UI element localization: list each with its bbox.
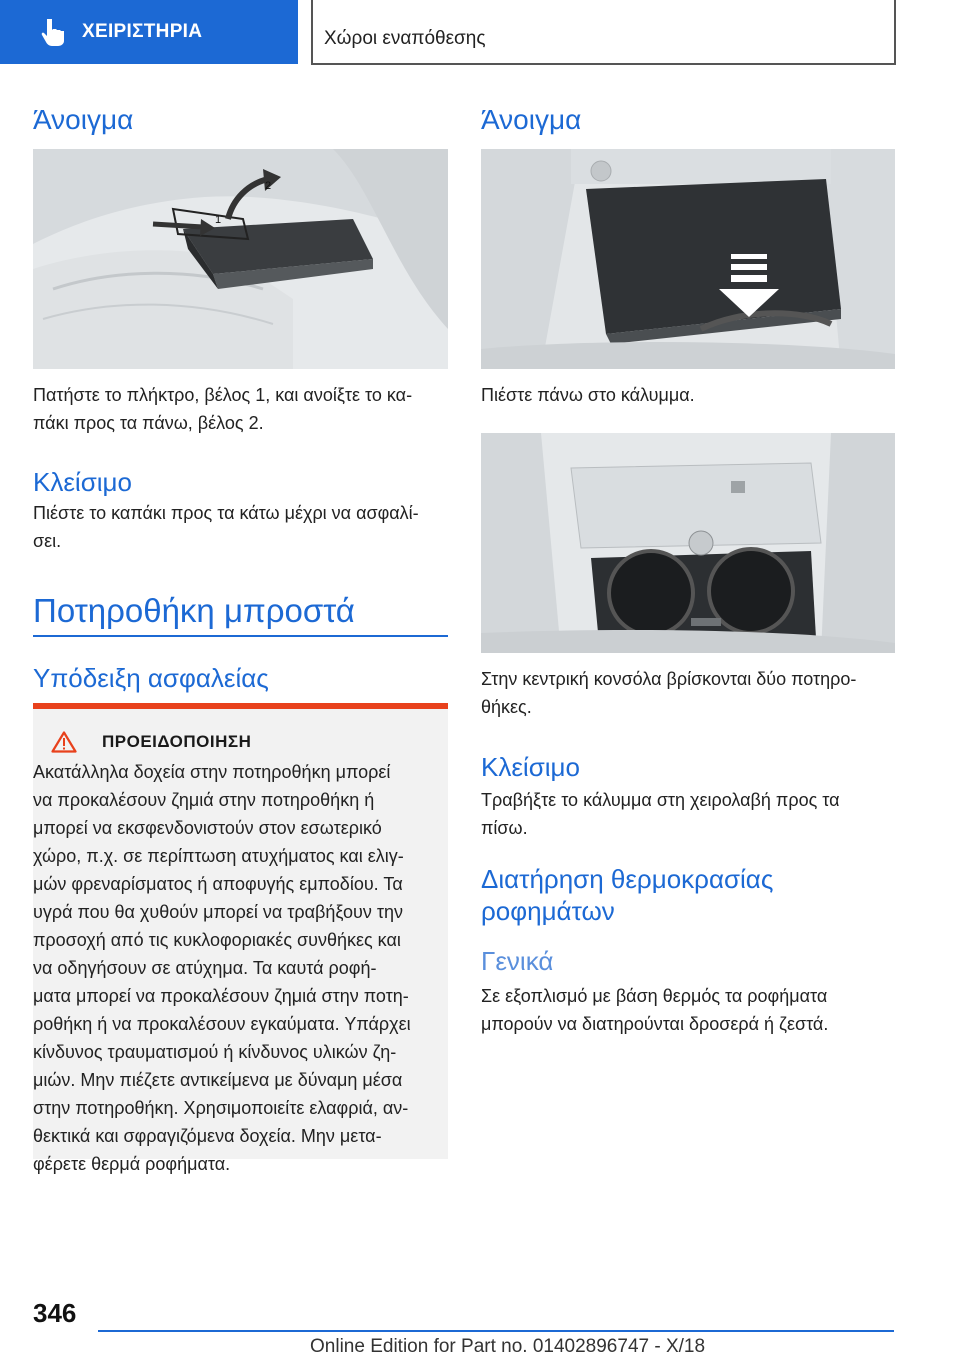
console-cover-figure: [481, 149, 895, 369]
warning-text: Ακατάλληλα δοχεία στην ποτηροθήκη μπορεί να προκαλέσουν ζημιά στην ποτηροθήκη ή μπορεί να εκσφενδονιστούν στον εσωτερικό χώρο, π.χ. σε περίπτωση ατυχήματος και ελιγ- μών φρεναρίσματος ή αποφυγής εμποδίου. Τα υγρά που θα χυθούν μπορεί να τραβήξουν την προσοχή από τις κυκλοφοριακές συνθήκες και να οδηγήσουν σε ατύχημα. Τα καυτά ροφή- ματα μπορεί να προκαλέσουν ζημιά στην ποτη- ροθήκη ή να προκαλέσουν εγκαύματα. Υπάρχει κίνδυνος τραυματισμού ή κίνδυνος υλικών ζη- μιών. Μην πιέζετε αντικείμενα με δύναμη μέσα στην ποτηροθήκη. Χρησιμοποιείτε ελαφριά, αν- θεκτικά και σφραγιζόμενα δοχεία. Μην μετα- φέρετε θερμά ροφήματα.: [33, 762, 411, 1174]
warning-triangle-icon: [51, 731, 77, 753]
general-heading: Γενικά: [481, 946, 554, 976]
cupholder-section-heading: Ποτηροθήκη μπροστά: [33, 592, 355, 629]
header-divider: [311, 0, 313, 64]
general-text: Σε εξοπλισμό με βάση θερμός τα ροφήματα μπορούν να διατηρούνται δροσερά ή ζεστά.: [481, 986, 829, 1034]
warning-title: ΠΡΟΕΙΔΟΠΟΙΗΣΗ: [102, 732, 252, 751]
warning-box: [33, 709, 448, 1174]
left-close-text: Πιέστε το καπάκι προς τα κάτω μέχρι να ασφαλί- σει.: [33, 503, 419, 551]
right-open-text: Πιέστε πάνω στο κάλυμμα.: [481, 385, 695, 405]
pointing-hand-icon: [40, 17, 68, 47]
footer-rule: [98, 1330, 894, 1332]
figure-label-2: 2: [265, 180, 272, 192]
header-frame-right: [894, 0, 896, 64]
header-section-label: ΧΕΙΡΙΣΤΗΡΙΑ: [82, 21, 203, 42]
armrest-compartment-figure: [33, 149, 448, 369]
right-close-heading: Κλείσιμο: [481, 752, 580, 782]
header-page-title: Χώροι εναπόθεσης: [324, 28, 486, 49]
footer-edition-text: Online Edition for Part no. 01402896747 - X/18: [310, 1336, 706, 1357]
cupholders-figure: [481, 433, 895, 653]
right-close-text: Τραβήξτε το κάλυμμα στη χειρολαβή προς τα πίσω.: [481, 790, 840, 838]
right-open-heading: Άνοιγμα: [481, 104, 582, 135]
left-open-heading: Άνοιγμα: [33, 104, 134, 135]
header-frame-bottom: [311, 63, 896, 65]
left-open-text: Πατήστε το πλήκτρο, βέλος 1, και ανοίξτε το κα- πάκι προς τα πάνω, βέλος 2.: [33, 385, 413, 433]
header-section-tab[interactable]: [0, 0, 298, 64]
figure-label-1: 1: [215, 214, 222, 226]
console-text: Στην κεντρική κονσόλα βρίσκονται δύο ποτηρο- θήκες.: [481, 669, 857, 717]
temperature-heading: Διατήρηση θερμοκρασίας ροφημάτων: [481, 864, 774, 926]
safety-heading: Υπόδειξη ασφαλείας: [33, 663, 269, 693]
left-close-heading: Κλείσιμο: [33, 467, 132, 497]
section-heading-rule: [33, 635, 448, 637]
page-number: 346: [33, 1298, 77, 1328]
